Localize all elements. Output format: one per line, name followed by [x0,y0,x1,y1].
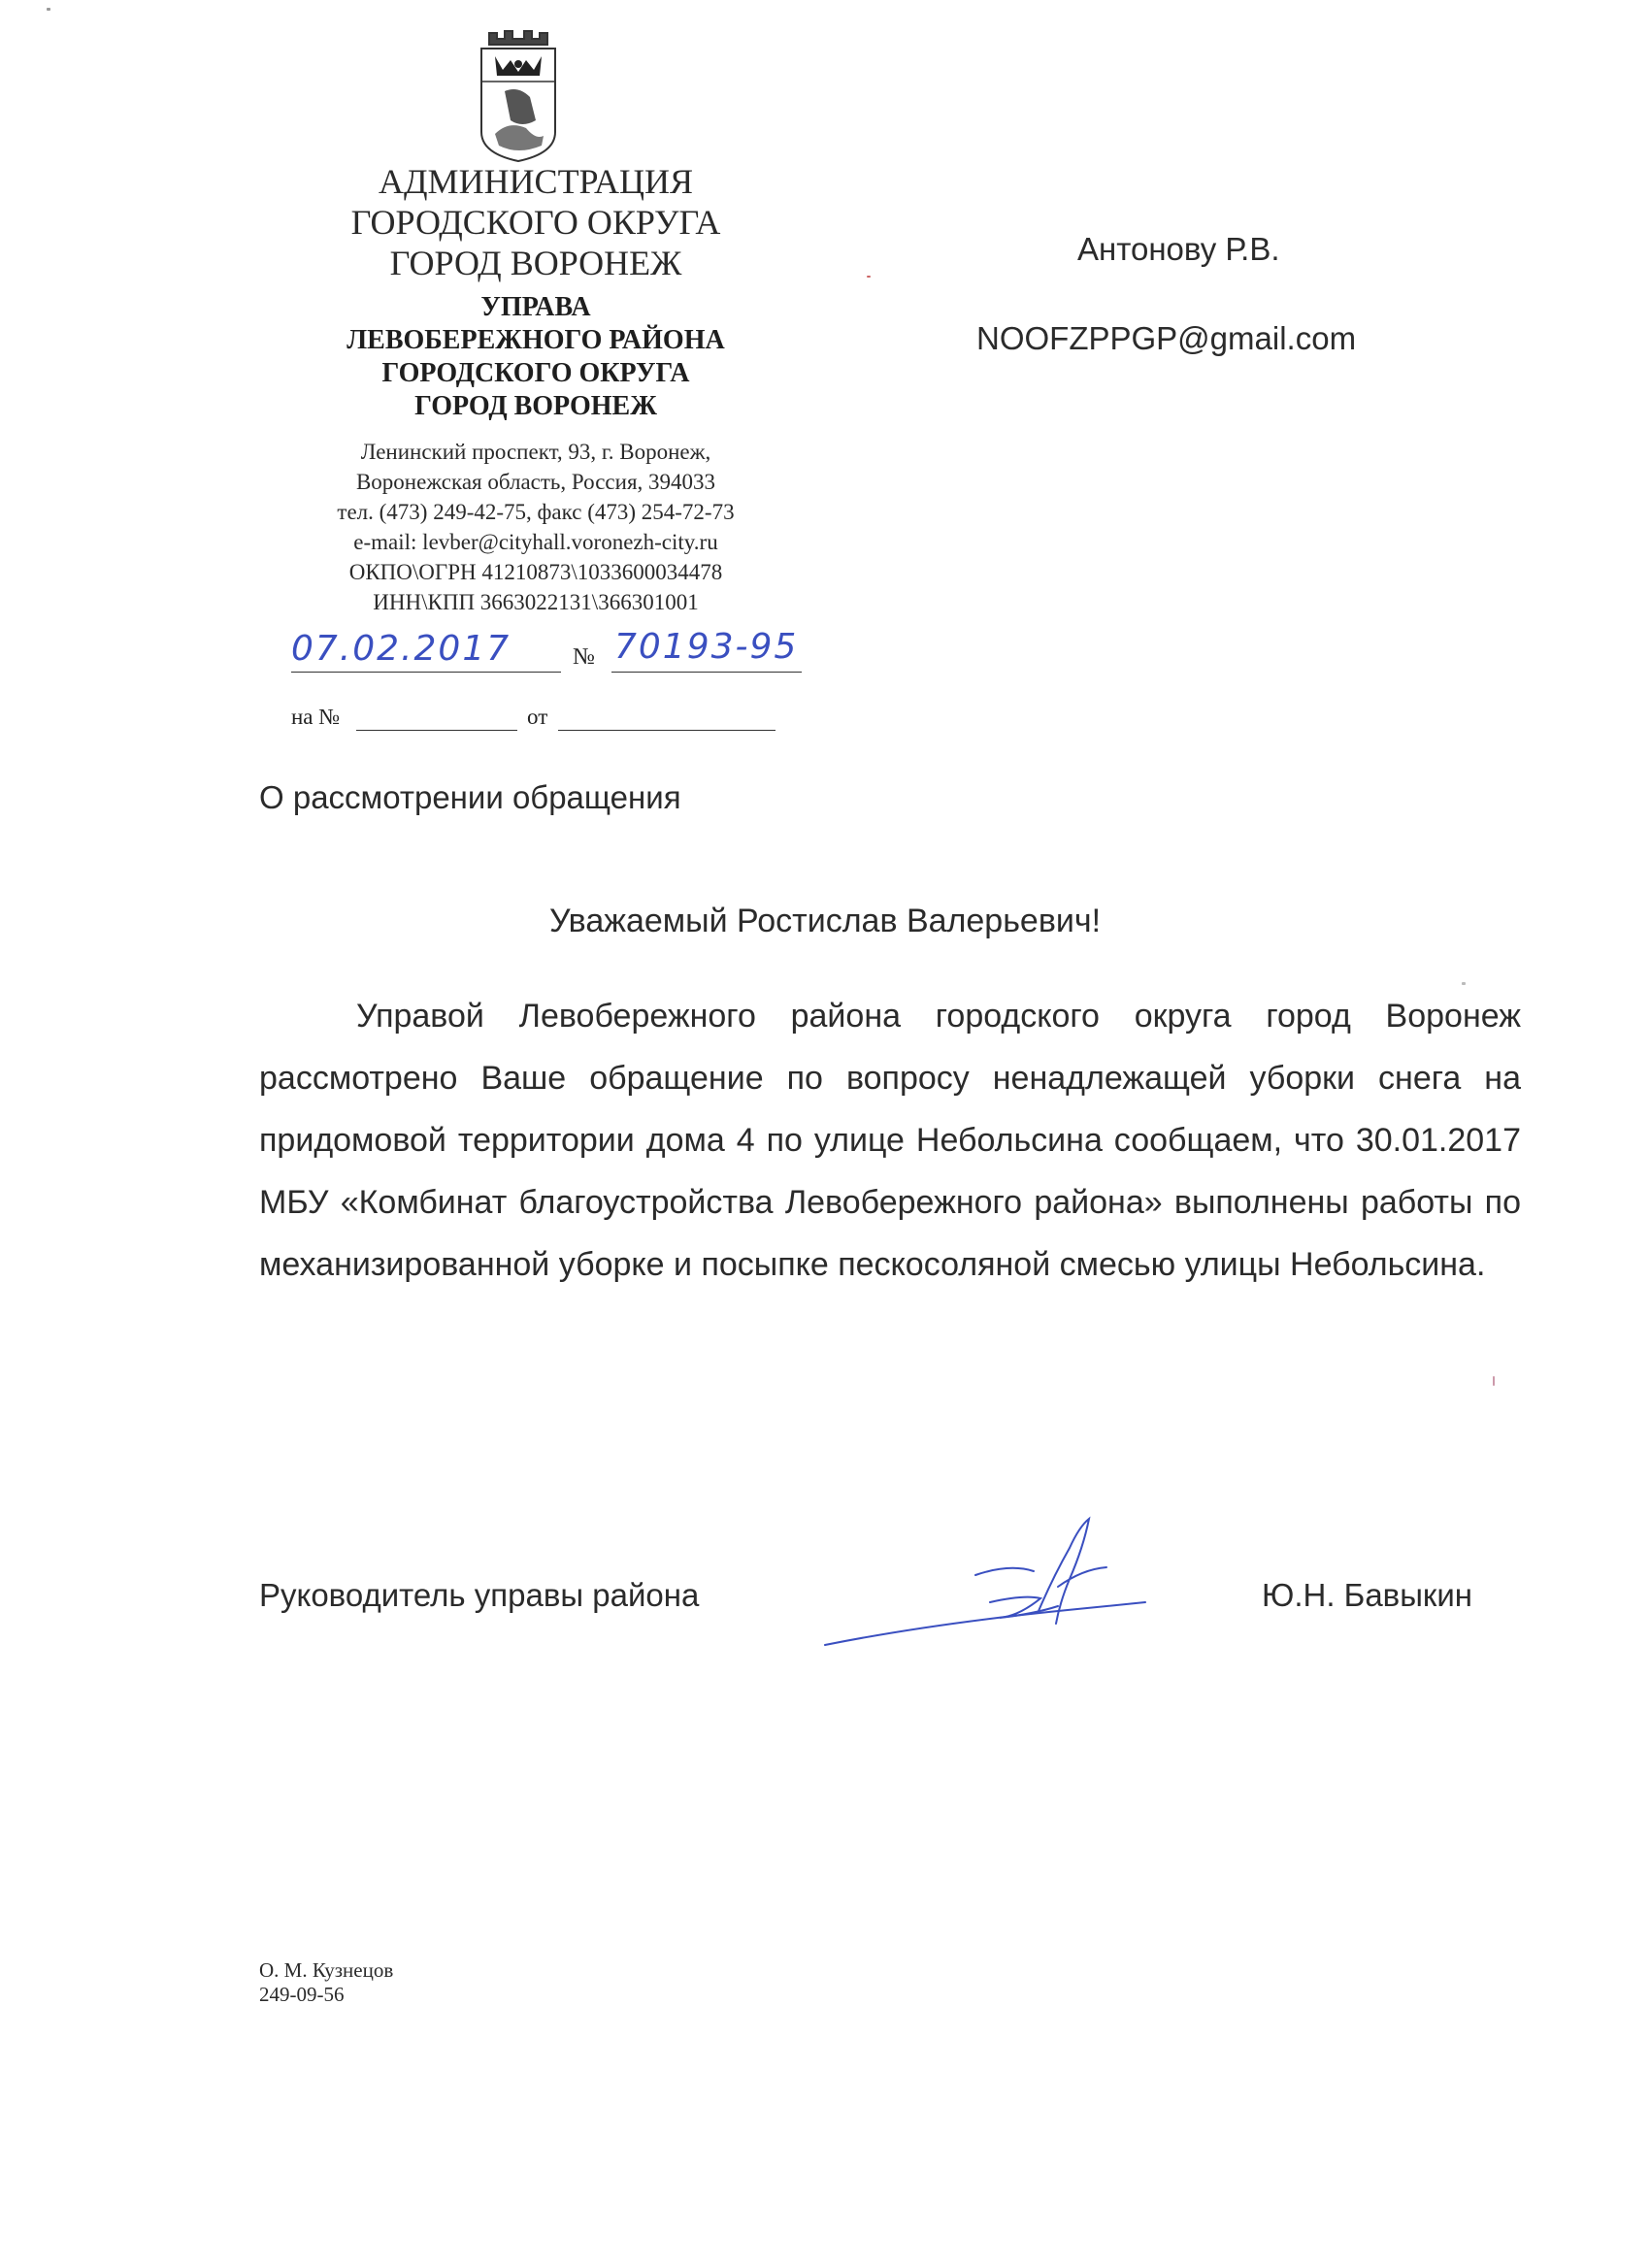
letterhead-region: Воронежская область, Россия, 394033 [355,470,716,494]
date-underline [291,672,561,673]
letterhead-office-line: ГОРОДСКОГО ОКРУГА [381,358,690,388]
reference-number-label: на № [291,705,341,729]
executor-phone: 249-09-56 [259,1983,345,2006]
coat-of-arms-icon [476,27,561,163]
addressee-email: NOOFZPPGP@gmail.com [976,320,1357,356]
signer-position: Руководитель управы района [259,1577,700,1613]
scan-speck [1462,982,1466,985]
letterhead-admin-line: ГОРОДСКОГО ОКРУГА [350,203,721,242]
letterhead-admin-line: АДМИНИСТРАЦИЯ [379,162,693,201]
letterhead-address: Ленинский проспект, 93, г. Воронеж, [360,440,711,464]
letter-body: Управой Левобережного района городского округа город Воронеж рассмотрено Ваше обращение по вопросу ненадлежащей уборки снега на придомовой территории дома 4 по улице Небольсина сообщаем, что 30.01.2017 МБУ «Комбинат благоустройства Левобережного района» выполнены работы по механизированной уборке и посыпке пескосоляной смесью улицы Небольсина. [259,998,1521,1283]
number-underline [611,672,802,673]
reference-date-label: от [527,705,548,729]
scan-speck [867,276,871,278]
greeting: Уважаемый Ростислав Валерьевич! [548,903,1102,939]
letterhead-inn-kpp: ИНН\КПП 3663022131\366301001 [373,590,699,614]
letterhead-admin-line: ГОРОД ВОРОНЕЖ [389,244,682,282]
letterhead-office-line: ГОРОД ВОРОНЕЖ [414,391,657,421]
letterhead-office-line: УПРАВА [480,292,591,322]
reference-date-blank [558,730,776,731]
executor-name: О. М. Кузнецов [259,1958,394,1982]
addressee-name: Антонову Р.В. [1077,231,1280,267]
letterhead-office-line: ЛЕВОБЕРЕЖНОГО РАЙОНА [346,325,725,355]
registration-date: 07.02.2017 [291,629,512,669]
letterhead-okpo-ogrn: ОКПО\ОГРН 41210873\1033600034478 [348,560,723,584]
signer-name: Ю.Н. Бавыкин [1262,1577,1473,1613]
scan-speck [1493,1376,1495,1386]
registration-number: 70193-95 [614,627,799,667]
reference-number-blank [356,730,517,731]
letter-subject: О рассмотрении обращения [259,779,681,815]
letterhead-phone-fax: тел. (473) 249-42-75, факс (473) 254-72-73 [337,500,735,524]
scan-speck [47,8,50,11]
number-sign: № [573,644,595,670]
letterhead-email: e-mail: levber@cityhall.voronezh-city.ru [353,530,718,554]
handwritten-signature [815,1509,1155,1655]
